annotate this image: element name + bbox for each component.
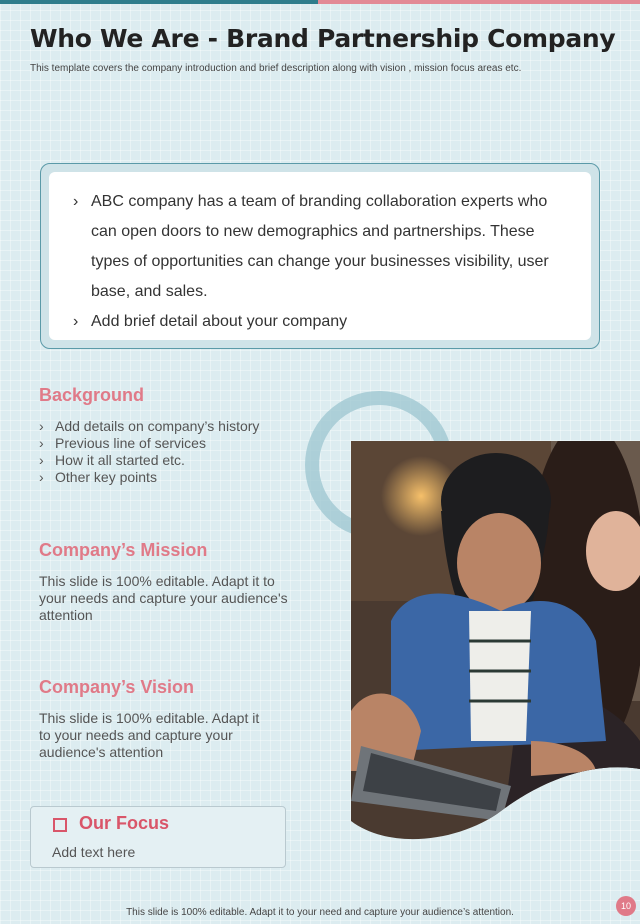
chevron-right-icon: › <box>39 435 44 451</box>
team-photo <box>351 441 640 844</box>
background-item-text: Other key points <box>55 469 157 485</box>
page-title: Who We Are - Brand Partnership Company <box>30 24 616 53</box>
our-focus-heading: Our Focus <box>79 813 170 833</box>
chevron-right-icon: › <box>73 193 79 210</box>
background-item <box>39 469 259 486</box>
top-accent-bar-pink <box>318 0 640 4</box>
vision-heading: Company’s Vision <box>39 677 195 697</box>
mission-text: This slide is 100% editable. Adapt it to your needs and capture your audience's attention <box>39 573 288 623</box>
background-item-text: How it all started etc. <box>55 452 185 468</box>
intro-item-text: Add brief detail about your company <box>91 313 348 330</box>
chevron-right-icon: › <box>39 452 44 468</box>
page-subtitle: This template covers the company introduction and brief description along with vision , mission focus areas etc. <box>30 63 522 74</box>
chevron-right-icon: › <box>39 469 44 485</box>
our-focus-box <box>30 806 286 868</box>
checkbox-icon <box>53 818 67 832</box>
our-focus-text: Add text here <box>52 844 136 860</box>
background-item-text: Previous line of services <box>55 435 206 451</box>
footer-note: This slide is 100% editable. Adapt it to your need and capture your audience’s attention. <box>126 907 514 918</box>
page-number-badge: 10 <box>616 896 636 916</box>
intro-item <box>73 187 571 307</box>
mission-heading: Company’s Mission <box>39 540 208 560</box>
background-item <box>39 435 259 452</box>
background-item-text: Add details on company’s history <box>55 418 260 434</box>
intro-item <box>73 307 571 337</box>
intro-box <box>40 163 600 349</box>
background-heading: Background <box>39 385 145 405</box>
intro-box-inner <box>49 172 591 340</box>
intro-item-text: ABC company has a team of branding collaboration experts who can open doors to new demographics and partnerships. These types of opportunities can change your businesses visibility, user base, and sales. <box>91 193 549 300</box>
intro-list <box>73 187 571 337</box>
chevron-right-icon: › <box>73 313 79 330</box>
background-item <box>39 418 259 435</box>
top-accent-bar-teal <box>0 0 318 4</box>
background-list <box>39 418 259 486</box>
vision-text: This slide is 100% editable. Adapt it to your needs and capture your audience's attention <box>39 710 260 760</box>
background-item <box>39 452 259 469</box>
chevron-right-icon: › <box>39 418 44 434</box>
